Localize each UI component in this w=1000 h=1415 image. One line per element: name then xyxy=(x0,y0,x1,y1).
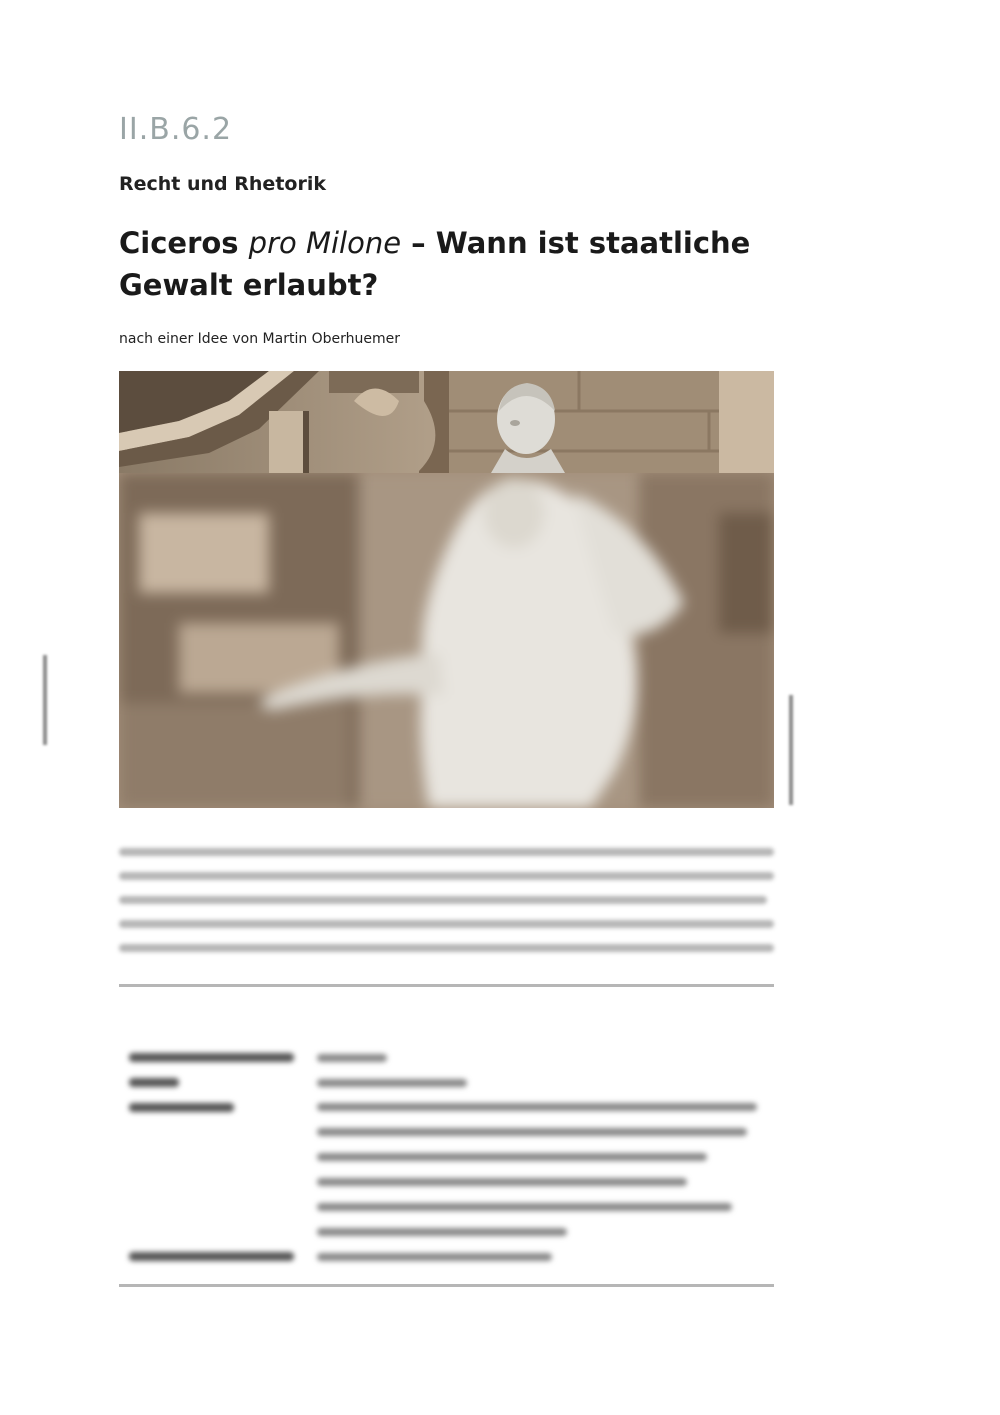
photo-blurred-area xyxy=(119,473,774,808)
profile-key xyxy=(129,1095,317,1244)
title-italic: pro Milone xyxy=(248,226,402,260)
cicero-statue-photo xyxy=(119,473,774,808)
section-code: II.B.6.2 xyxy=(119,112,233,147)
profile-key xyxy=(129,1045,317,1070)
profile-row xyxy=(129,1095,769,1244)
blurred-line xyxy=(119,872,774,880)
profile-row xyxy=(129,1045,769,1070)
competence-profile-blurred xyxy=(129,1010,769,1269)
profile-row xyxy=(129,1244,769,1269)
profile-key xyxy=(129,1244,317,1269)
divider-bottom xyxy=(119,1284,774,1287)
profile-heading xyxy=(129,1010,769,1025)
page-title xyxy=(119,222,809,306)
profile-value xyxy=(317,1045,769,1070)
topic-kicker: Recht und Rhetorik xyxy=(119,173,326,195)
cicero-bust-photo xyxy=(119,371,774,473)
photo-sharp-strip xyxy=(119,371,774,473)
author-byline: nach einer Idee von Martin Oberhuemer xyxy=(119,331,401,347)
title-part-1: Ciceros xyxy=(119,226,249,260)
teaser-text-blurred xyxy=(119,832,774,957)
profile-key xyxy=(129,1070,317,1095)
divider-top xyxy=(119,984,774,987)
profile-value xyxy=(317,1070,769,1095)
cover-photo xyxy=(119,371,774,808)
blurred-line xyxy=(119,944,774,952)
blurred-line xyxy=(119,848,774,856)
profile-value xyxy=(317,1244,769,1269)
profile-row xyxy=(129,1070,769,1095)
title-part-2: – Wann ist staatliche Gewalt erlaubt? xyxy=(119,226,751,302)
left-margin-copyright xyxy=(41,655,49,745)
photo-credit xyxy=(787,695,795,805)
blurred-line xyxy=(119,920,774,928)
profile-value xyxy=(317,1095,769,1244)
blurred-line xyxy=(119,896,767,904)
